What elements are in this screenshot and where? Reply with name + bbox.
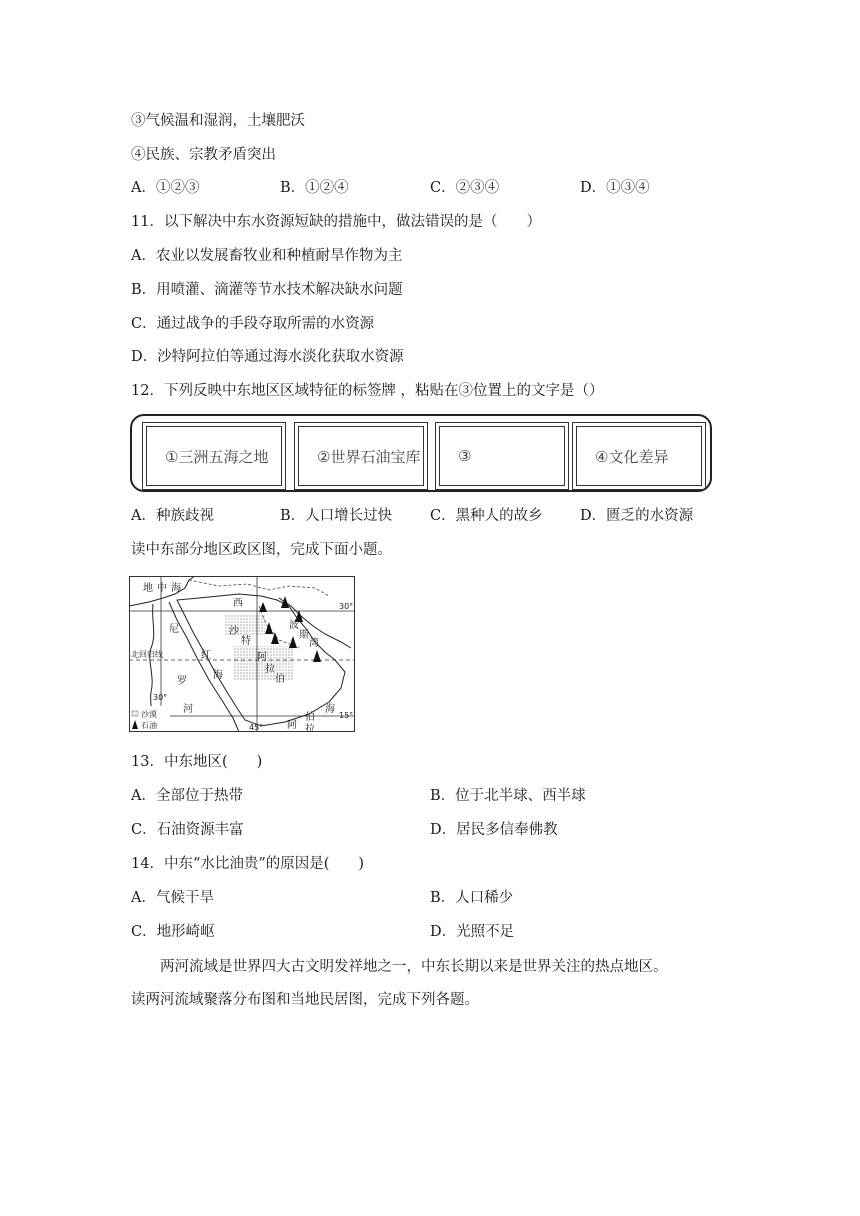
label-a: 阿 <box>257 652 267 663</box>
label-bo: 波 <box>289 620 299 631</box>
label-lat-15: 15° <box>339 711 354 720</box>
label-badge-1: ①三洲五海之地 <box>146 426 282 486</box>
label-la: 拉 <box>265 664 275 675</box>
q13-stem: 13．中东地区( ) <box>131 754 263 770</box>
middle-east-map <box>129 576 355 732</box>
label-board <box>130 414 712 492</box>
label-si: 斯 <box>299 630 309 641</box>
q13-option-b: B．位于北半球、西半球 <box>430 788 586 804</box>
label-wan: 湾 <box>309 638 319 649</box>
label-arab-a: 阿 <box>287 720 297 731</box>
label-hai2: 海 <box>213 670 223 681</box>
passage-line-1: 两河流域是世界四大古文明发祥地之一，中东长期以来是世界关注的热点地区。 <box>160 959 668 975</box>
q14-option-c: C．地形崎岖 <box>131 924 215 940</box>
label-di: 地 <box>143 583 153 594</box>
label-ni: 尼 <box>169 624 179 635</box>
q14-option-b: B．人口稀少 <box>430 890 514 906</box>
q12-option-a: A．种族歧视 <box>131 508 214 524</box>
label-bo2: 伯 <box>275 674 285 685</box>
q10-item-3: ③气候温和湿润，土壤肥沃 <box>131 113 305 129</box>
q12-option-d: D．匮乏的水资源 <box>580 508 694 524</box>
q11-stem: 11．以下解决中东水资源短缺的措施中，做法错误的是（ ） <box>131 214 541 230</box>
q12-option-c: C．黑种人的故乡 <box>430 508 543 524</box>
legend-oil: 石油 <box>141 721 157 730</box>
q11-option-a: A．农业以发展畜牧业和种植耐旱作物为主 <box>131 248 403 264</box>
q12-stem: 12．下列反映中东地区区域特征的标签牌 ，粘贴在③位置上的文字是（） <box>131 383 604 399</box>
label-badge-3: ③ <box>439 426 565 486</box>
q14-stem: 14．中东“水比油贵”的原因是( ) <box>131 856 365 872</box>
label-tropic: 北回归线 <box>131 650 163 659</box>
map-legend <box>130 706 170 731</box>
q14-option-a: A．气候干旱 <box>131 890 214 906</box>
legend-desert: 沙漠 <box>141 710 157 719</box>
label-xi: 西 <box>233 598 243 609</box>
label-luo: 罗 <box>177 676 187 687</box>
label-arab-bo: 伯 <box>305 712 315 723</box>
label-hong: 红 <box>201 650 211 661</box>
label-zhong: 中 <box>157 583 167 594</box>
label-sha: 沙 <box>229 626 239 637</box>
map-intro: 读中东部分地区政区图，完成下面小题。 <box>131 542 392 558</box>
q11-option-c: C．通过战争的手段夺取所需的水资源 <box>131 316 375 332</box>
q13-option-a: A．全部位于热带 <box>131 788 243 804</box>
label-badge-4: ④文化差异 <box>576 426 702 486</box>
q13-option-c: C．石油资源丰富 <box>131 822 244 838</box>
q13-option-d: D．居民多信奉佛教 <box>430 822 558 838</box>
q14-option-d: D．光照不足 <box>430 924 515 940</box>
passage-line-2: 读两河流域聚落分布图和当地民居图，完成下列各题。 <box>131 992 479 1008</box>
desert-legend-icon <box>132 711 138 716</box>
label-arab-la: 拉 <box>305 724 315 732</box>
q10-option-b: B．①②④ <box>280 180 349 196</box>
q12-option-b: B．人口增长过快 <box>280 508 393 524</box>
q10-item-4: ④民族、宗教矛盾突出 <box>131 147 276 163</box>
label-te: 特 <box>241 636 251 647</box>
label-he: 河 <box>183 704 193 715</box>
q11-option-b: B．用喷灌、滴灌等节水技术解决缺水问题 <box>131 282 403 298</box>
q10-option-d: D．①③④ <box>580 180 650 196</box>
label-arab-hai: 海 <box>325 704 335 715</box>
q11-option-d: D．沙特阿拉伯等通过海水淡化获取水资源 <box>131 349 404 365</box>
label-hai: 海 <box>171 583 181 594</box>
label-lon-45: 45° <box>249 723 264 732</box>
q10-option-a: A．①②③ <box>131 180 200 196</box>
label-badge-2: ②世界石油宝库 <box>298 426 424 486</box>
label-lat-30: 30° <box>339 602 354 611</box>
label-lon-30: 30° <box>153 693 168 702</box>
q10-option-c: C．②③④ <box>430 180 500 196</box>
